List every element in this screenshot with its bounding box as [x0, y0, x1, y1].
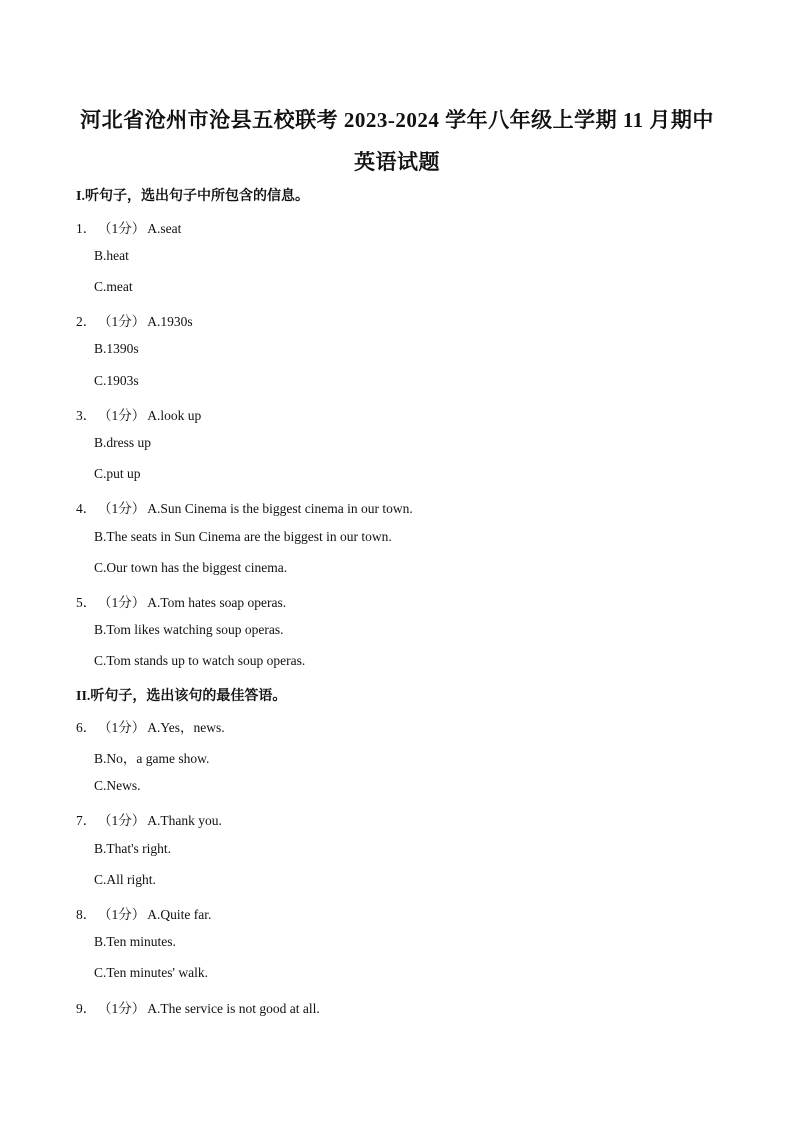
option-a: A.Yes，news. — [147, 720, 225, 735]
question-number: 3． — [76, 408, 97, 423]
page-title: 河北省沧州市沧县五校联考 2023-2024 学年八年级上学期 11 月期中 — [80, 108, 714, 132]
option-b: B.Tom likes watching soup operas. — [94, 622, 284, 637]
question-number: 5． — [76, 595, 97, 610]
question-number: 1． — [76, 221, 97, 236]
option-b: B.No，a game show. — [94, 751, 210, 766]
option-b: B.dress up — [94, 435, 151, 450]
question-5 — [76, 591, 286, 611]
question-points: （1分） — [98, 720, 146, 735]
option-a: A.Quite far. — [147, 907, 212, 922]
option-a: A.look up — [147, 408, 202, 423]
option-a: A.Sun Cinema is the biggest cinema in our town. — [147, 501, 413, 516]
question-points: （1分） — [98, 813, 146, 828]
question-points: （1分） — [98, 501, 146, 516]
option-a: A.1930s — [147, 314, 193, 329]
question-points: （1分） — [98, 314, 146, 329]
option-c: C.meat — [94, 279, 133, 294]
question-points: （1分） — [98, 595, 146, 610]
option-c: C.1903s — [94, 373, 139, 388]
question-1 — [76, 217, 181, 237]
question-points: （1分） — [98, 1001, 146, 1016]
question-3 — [76, 404, 201, 424]
option-c: C.Ten minutes' walk. — [94, 965, 208, 980]
question-points: （1分） — [98, 221, 146, 236]
question-9 — [76, 997, 320, 1017]
option-b: B.heat — [94, 248, 129, 263]
question-6 — [76, 716, 225, 736]
option-b: B.That's right. — [94, 841, 172, 856]
question-points: （1分） — [98, 907, 146, 922]
option-a: A.seat — [147, 221, 182, 236]
option-b: B.The seats in Sun Cinema are the biggest in our town. — [94, 529, 392, 544]
page-subtitle: 英语试题 — [354, 150, 440, 174]
section-heading-1: I.听句子，选出句子中所包含的信息。 — [76, 189, 309, 204]
option-a: A.Tom hates soap operas. — [147, 595, 287, 610]
option-c: C.Tom stands up to watch soup operas. — [94, 653, 306, 668]
question-number: 4． — [76, 501, 97, 516]
question-2 — [76, 310, 193, 330]
option-b: B.Ten minutes. — [94, 934, 176, 949]
option-a: A.The service is not good at all. — [147, 1001, 320, 1016]
question-4 — [76, 497, 413, 517]
option-c: C.News. — [94, 778, 141, 793]
option-c: C.Our town has the biggest cinema. — [94, 560, 288, 575]
question-7 — [76, 809, 222, 829]
section-heading-2: II.听句子，选出该句的最佳答语。 — [76, 689, 287, 704]
option-b: B.1390s — [94, 341, 139, 356]
question-number: 8． — [76, 907, 97, 922]
question-number: 6． — [76, 720, 97, 735]
question-points: （1分） — [98, 408, 146, 423]
question-number: 9． — [76, 1001, 97, 1016]
question-number: 7． — [76, 813, 97, 828]
option-c: C.All right. — [94, 872, 156, 887]
question-8 — [76, 903, 211, 923]
question-number: 2． — [76, 314, 97, 329]
option-a: A.Thank you. — [147, 813, 222, 828]
option-c: C.put up — [94, 466, 141, 481]
